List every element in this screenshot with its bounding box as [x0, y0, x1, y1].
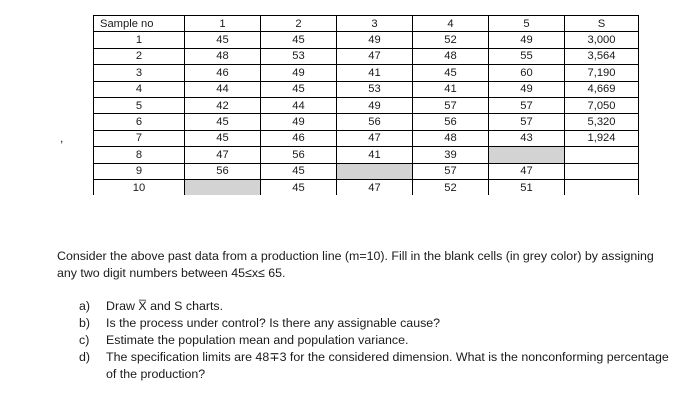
table-cell: 41 [413, 81, 489, 97]
sample-number-cell: 10 [94, 179, 185, 195]
header-cell: Sample no [94, 16, 185, 32]
s-value-cell: 3,000 [565, 32, 639, 48]
table-cell: 57 [489, 97, 565, 113]
table-cell: 41 [337, 147, 413, 163]
s-value-cell: 7,050 [565, 97, 639, 113]
table-row [94, 163, 639, 179]
table-cell: 45 [261, 163, 337, 179]
table-cell: 47 [337, 48, 413, 64]
table-row [94, 179, 639, 195]
table-cell: 46 [261, 130, 337, 146]
problem-statement: Consider the above past data from a production line (m=10). Fill in the blank cells (in grey color) by assigning any two digit numbers between 45≤x≤ 65. [57, 249, 654, 280]
blank-grey-cell [185, 179, 261, 195]
question-text: The specification limits are 48∓3 for the considered dimension. What is the nonconforming percentage of the production? [106, 350, 669, 381]
sample-number-cell: 1 [94, 32, 185, 48]
sample-number-cell: 8 [94, 147, 185, 163]
header-cell: 5 [489, 16, 565, 32]
table-cell: 41 [337, 65, 413, 81]
table-cell: 48 [185, 48, 261, 64]
table-cell: 45 [261, 81, 337, 97]
header-cell: 4 [413, 16, 489, 32]
sample-number-cell: 2 [94, 48, 185, 64]
table-cell: 51 [489, 179, 565, 195]
table-cell: 56 [185, 163, 261, 179]
s-value-cell: 3,564 [565, 48, 639, 64]
header-cell: 3 [337, 16, 413, 32]
table-header-row [94, 16, 639, 32]
table-cell: 49 [261, 65, 337, 81]
table-row [94, 97, 639, 113]
table-cell: 49 [489, 81, 565, 97]
table-row [94, 65, 639, 81]
question-list [79, 298, 679, 383]
blank-grey-cell [489, 147, 565, 163]
table-cell: 55 [489, 48, 565, 64]
table-cell: 56 [337, 114, 413, 130]
table-row [94, 32, 639, 48]
s-value-cell: 7,190 [565, 65, 639, 81]
s-value-cell: 4,669 [565, 81, 639, 97]
question-marker: a) [79, 299, 91, 313]
question-item [79, 332, 679, 349]
sample-number-cell: 3 [94, 65, 185, 81]
sample-number-cell: 9 [94, 163, 185, 179]
sample-data-table [93, 15, 639, 195]
table-cell: 47 [337, 130, 413, 146]
sample-number-cell: 7 [94, 130, 185, 146]
table-cell: 57 [413, 163, 489, 179]
question-text: Estimate the population mean and population variance. [106, 333, 409, 347]
table-cell: 46 [185, 65, 261, 81]
table-cell: 53 [261, 48, 337, 64]
question-marker: c) [79, 333, 90, 347]
question-item [79, 349, 679, 383]
table-cell: 49 [337, 32, 413, 48]
table-cell: 48 [413, 48, 489, 64]
table-cell: 49 [261, 114, 337, 130]
table-cell: 45 [185, 114, 261, 130]
table-cell: 49 [337, 97, 413, 113]
table-row [94, 130, 639, 146]
table-cell: 56 [413, 114, 489, 130]
table-row [94, 114, 639, 130]
table-cell: 47 [185, 147, 261, 163]
table-cell: 44 [185, 81, 261, 97]
question-item [79, 298, 679, 315]
stray-comma-mark: , [60, 131, 64, 145]
table-cell: 43 [489, 130, 565, 146]
header-cell: S [565, 16, 639, 32]
table-cell: 47 [489, 163, 565, 179]
table-cell: 56 [261, 147, 337, 163]
table-cell: 53 [337, 81, 413, 97]
header-cell: 1 [185, 16, 261, 32]
table-cell: 45 [261, 179, 337, 195]
table-cell: 52 [413, 179, 489, 195]
question-marker: d) [79, 350, 91, 364]
empty-cell [565, 179, 639, 195]
table-cell: 45 [413, 65, 489, 81]
blank-grey-cell [337, 163, 413, 179]
table-cell: 60 [489, 65, 565, 81]
s-value-cell: 1,924 [565, 130, 639, 146]
question-marker: b) [79, 316, 91, 330]
table-cell: 48 [413, 130, 489, 146]
question-text: Is the process under control? Is there any assignable cause? [106, 316, 441, 330]
question-text: Draw X̅ and S charts. [106, 299, 224, 313]
table-row [94, 48, 639, 64]
table-cell: 52 [413, 32, 489, 48]
table-cell: 39 [413, 147, 489, 163]
empty-cell [565, 163, 639, 179]
table-cell: 44 [261, 97, 337, 113]
table-row [94, 81, 639, 97]
table-cell: 45 [261, 32, 337, 48]
table-cell: 57 [489, 114, 565, 130]
table-cell: 45 [185, 130, 261, 146]
table-cell: 42 [185, 97, 261, 113]
table-row [94, 147, 639, 163]
empty-cell [565, 147, 639, 163]
sample-number-cell: 6 [94, 114, 185, 130]
question-item [79, 315, 679, 332]
table-cell: 45 [185, 32, 261, 48]
table-cell: 57 [413, 97, 489, 113]
table-cell: 49 [489, 32, 565, 48]
s-value-cell: 5,320 [565, 114, 639, 130]
table-cell: 47 [337, 179, 413, 195]
header-cell: 2 [261, 16, 337, 32]
sample-number-cell: 5 [94, 97, 185, 113]
sample-number-cell: 4 [94, 81, 185, 97]
